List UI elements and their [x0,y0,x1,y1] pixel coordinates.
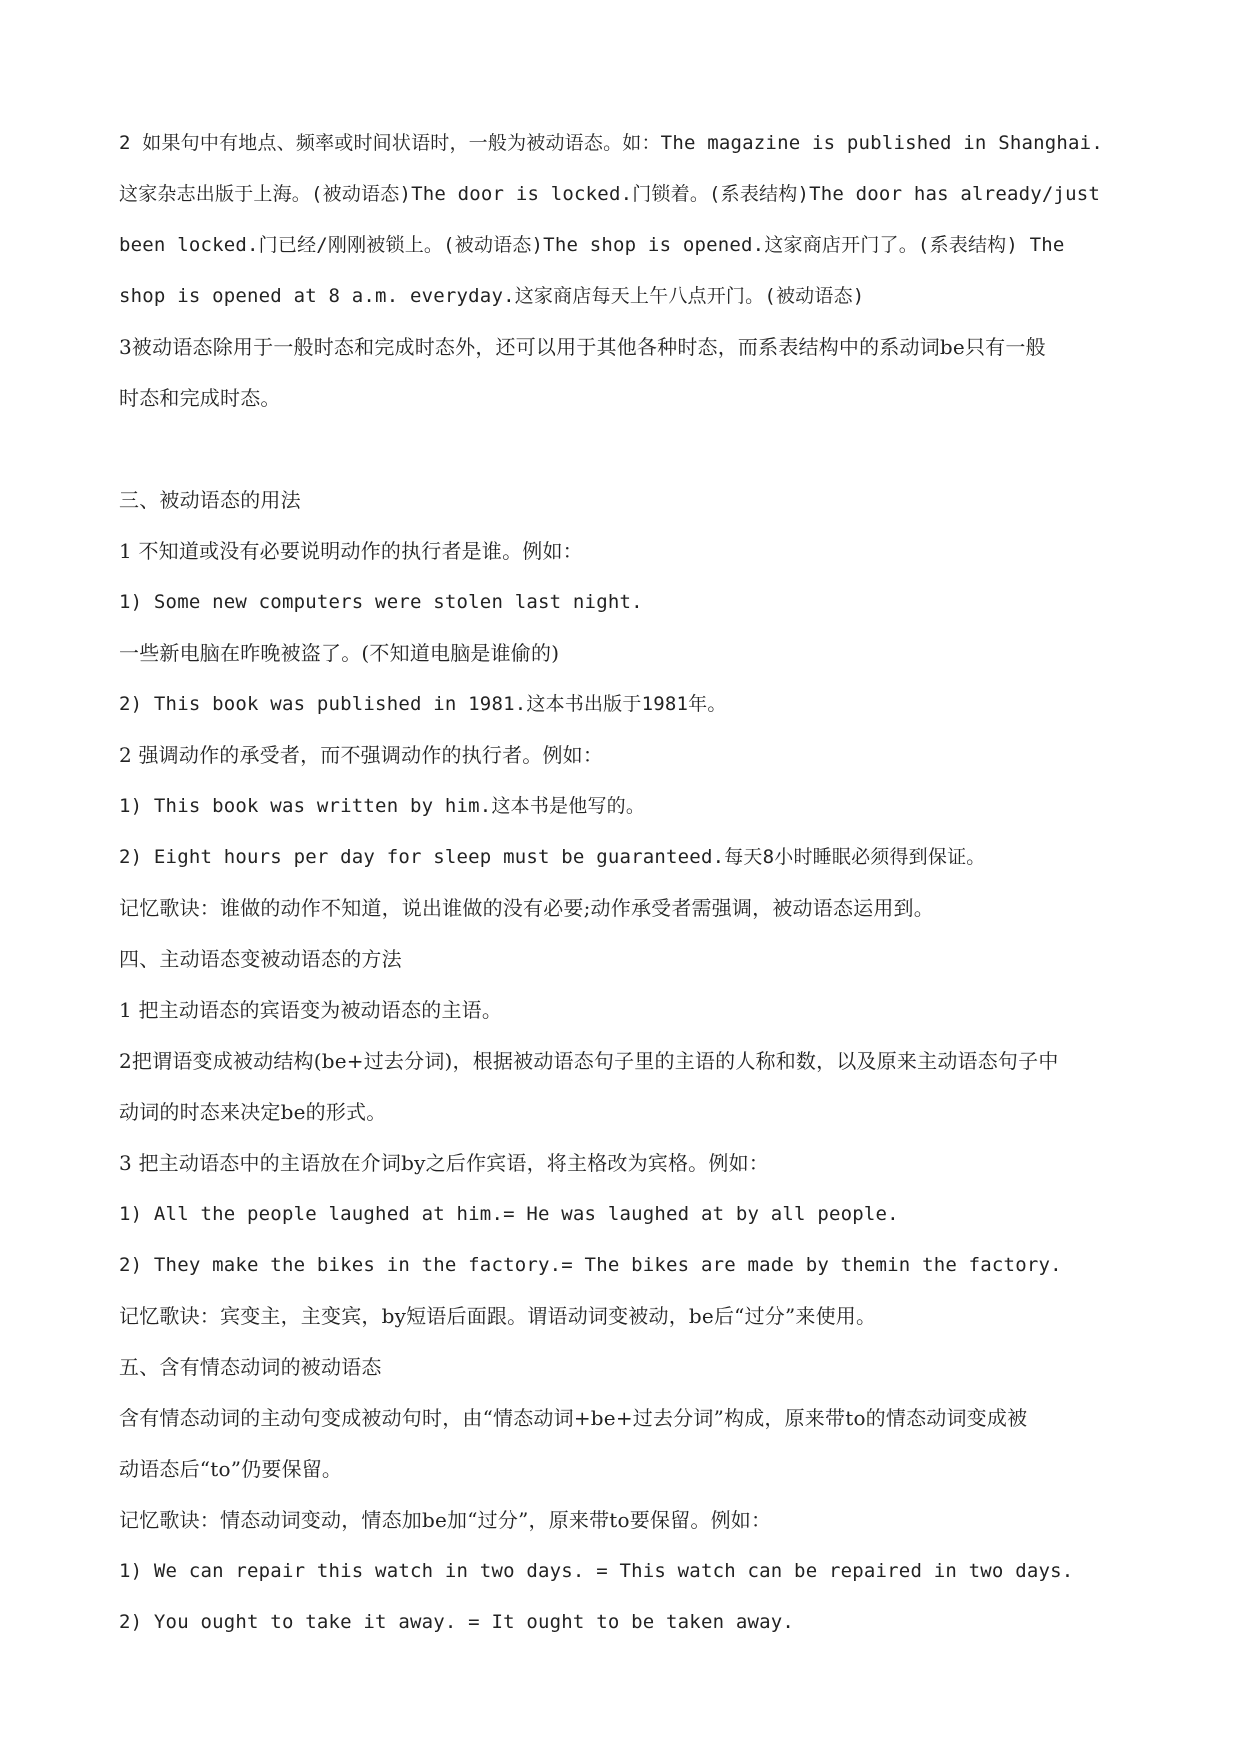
section-heading: 四、主动语态变被动语态的方法 [119,947,402,971]
example-line: 2) You ought to take it away. = It ought to be taken away. [119,1611,795,1633]
text-line: 这家杂志出版于上海。(被动语态)The door is locked.门锁着。(系表结构)The door has already/just [119,183,1101,205]
mnemonic-line: 记忆歌诀：情态动词变动，情态加be加“过分”，原来带to要保留。例如： [119,1508,772,1532]
section3 [119,475,1159,934]
text-line: 1 不知道或没有必要说明动作的执行者是谁。例如： [119,539,583,563]
blank-line [119,424,1159,475]
document-page [119,118,1159,1648]
text-line: 2把谓语变成被动结构(be+过去分词)，根据被动语态句子里的主语的人称和数，以及原来主动语态句子中 [119,1049,1059,1073]
example-line: 1) Some new computers were stolen last night. [119,591,643,613]
text-line: 2 如果句中有地点、频率或时间状语时，一般为被动语态。如：The magazine is published in Shanghai. [119,132,1103,154]
text-line: shop is opened at 8 a.m. everyday.这家商店每天上午八点开门。(被动语态) [119,285,865,307]
section-heading: 三、被动语态的用法 [119,488,301,512]
text-line: 3 把主动语态中的主语放在介词by之后作宾语，将主格改为宾格。例如： [119,1151,769,1175]
section2-tail [119,118,1159,424]
text-line: 1 把主动语态的宾语变为被动语态的主语。 [119,998,503,1022]
section4 [119,934,1159,1342]
example-line: 1) This book was written by him.这本书是他写的。 [119,795,646,817]
example-line: 2) This book was published in 1981.这本书出版于1981年。 [119,693,727,715]
mnemonic-line: 记忆歌诀：宾变主，主变宾，by短语后面跟。谓语动词变被动，be后“过分”来使用。 [119,1304,877,1328]
text-line: 动语态后“to”仍要保留。 [119,1457,343,1481]
section-heading: 五、含有情态动词的被动语态 [119,1355,382,1379]
example-line: 2) Eight hours per day for sleep must be guaranteed.每天8小时睡眠必须得到保证。 [119,846,986,868]
text-line: 时态和完成时态。 [119,386,281,410]
text-line: been locked.门已经/刚刚被锁上。(被动语态)The shop is opened.这家商店开门了。(系表结构) The [119,234,1065,256]
example-line: 1) All the people laughed at him.= He was laughed at by all people. [119,1203,899,1225]
text-line: 2 强调动作的承受者，而不强调动作的执行者。例如： [119,743,604,767]
example-line: 2) They make the bikes in the factory.= The bikes are made by themin the factory. [119,1254,1062,1276]
mnemonic-line: 记忆歌诀：谁做的动作不知道，说出谁做的没有必要;动作承受者需强调，被动语态运用到。 [119,896,934,920]
section5 [119,1342,1159,1648]
text-line: 含有情态动词的主动句变成被动句时，由“情态动词+be+过去分词”构成，原来带to的情态动词变成被 [119,1406,1028,1430]
text-line: 3被动语态除用于一般时态和完成时态外，还可以用于其他各种时态，而系表结构中的系动词be只有一般 [119,335,1046,359]
text-line: 动词的时态来决定be的形式。 [119,1100,387,1124]
example-line: 1) We can repair this watch in two days. = This watch can be repaired in two days. [119,1560,1074,1582]
text-line: 一些新电脑在昨晚被盗了。(不知道电脑是谁偷的) [119,641,560,665]
